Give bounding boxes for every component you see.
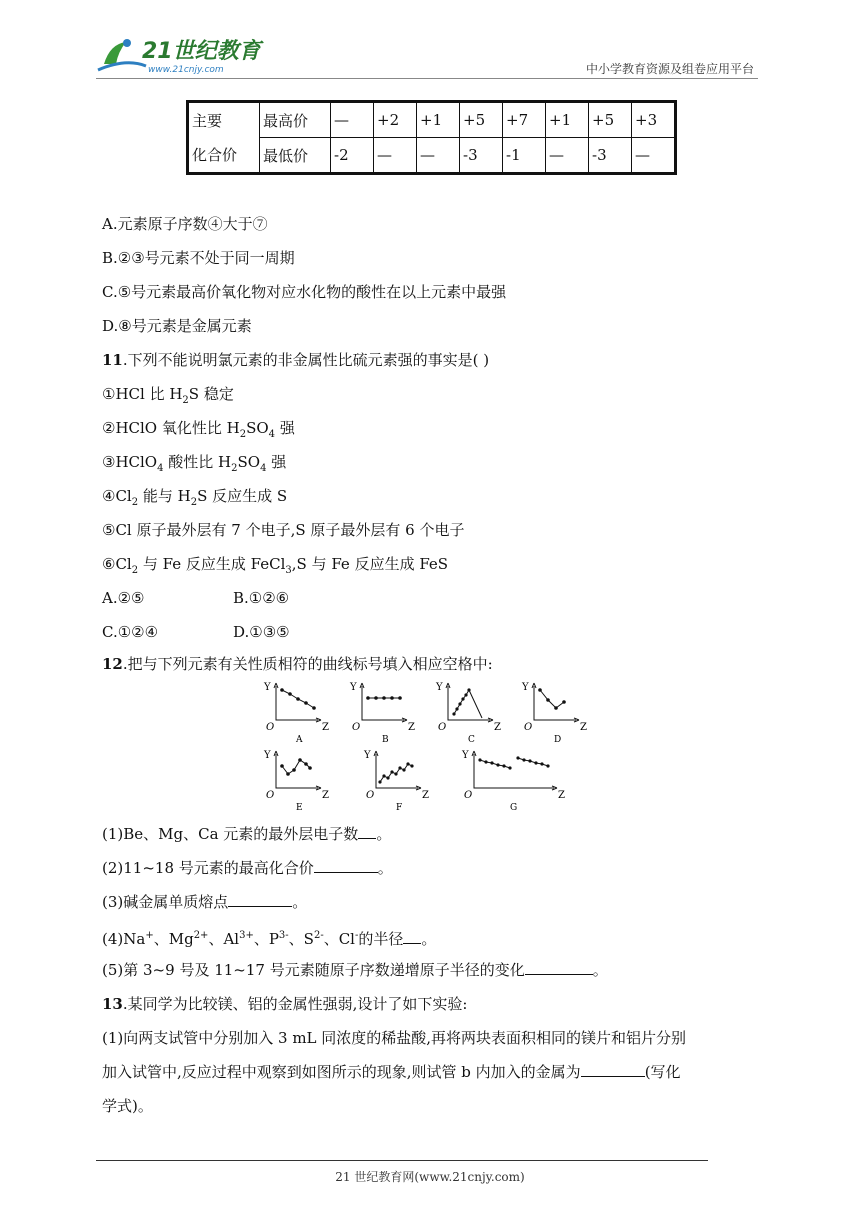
part-text: 、Mg: [153, 930, 194, 948]
row-label: 主要: [188, 102, 260, 138]
graph-f: [363, 750, 429, 810]
graph-label: A: [296, 735, 303, 745]
subscript: 4: [260, 463, 267, 474]
item-text: SO: [237, 453, 261, 471]
item-text: 能与 H: [138, 487, 191, 505]
table-cell: —: [632, 138, 676, 174]
question-number: 12: [102, 655, 123, 673]
answer-blank[interactable]: [314, 858, 378, 873]
option-c: C.⑤号元素最高价氧化物对应水化物的酸性在以上元素中最强: [102, 283, 507, 301]
origin-label: O: [438, 722, 447, 733]
superscript: 2-: [313, 930, 324, 941]
axis-x-label: Z: [322, 790, 329, 801]
part-text: 、Al: [208, 930, 240, 948]
item-text: 与 Fe 反应生成 FeCl: [138, 555, 286, 573]
row-label: 最高价: [260, 102, 331, 138]
platform-name: 中小学教育资源及组卷应用平台: [585, 62, 754, 76]
q11-item-2: [102, 418, 295, 445]
option-b: B.②③号元素不处于同一周期: [102, 249, 295, 267]
graph-d: [521, 682, 587, 745]
q13-line-2: [102, 1062, 681, 1082]
part-text: 、Cl: [323, 930, 355, 948]
graph-c: [435, 682, 501, 745]
axis-y-label: Y: [350, 682, 357, 693]
table-cell: +1: [546, 102, 589, 138]
row-label: 化合价: [188, 138, 260, 174]
part-end: 。: [592, 961, 608, 979]
table-cell: —: [546, 138, 589, 174]
q13-line-1: (1)向两支试管中分别加入 3 mL 同浓度的稀盐酸,再将两块表面积相同的镁片和铝片分别: [102, 1029, 687, 1047]
item-text: ②HClO 氧化性比 H: [102, 419, 240, 437]
part-text: 、P: [253, 930, 279, 948]
part-end: 。: [376, 825, 392, 843]
item-text: ①HCl 比 H: [102, 385, 183, 403]
answer-blank[interactable]: [403, 929, 421, 944]
axis-y-label: Y: [436, 682, 443, 693]
q11-options-row-1: [102, 588, 289, 608]
answer-blank[interactable]: [228, 892, 292, 907]
axis-x-label: Z: [580, 722, 587, 733]
table-cell: -1: [503, 138, 546, 174]
q12-part-2: [102, 858, 393, 878]
svg-text:21世纪教育: 21世纪教育: [142, 39, 261, 64]
q13-line-3: 学式)。: [102, 1097, 153, 1115]
part-text: (2)11~18 号元素的最高化合价: [102, 859, 314, 877]
part-text: (5)第 3~9 号及 11~17 号元素随原子序数递增原子半径的变化: [102, 961, 525, 979]
graph-g: [461, 750, 565, 810]
row-label: 最低价: [260, 138, 331, 174]
table-cell: -2: [331, 138, 374, 174]
table-cell: +3: [632, 102, 676, 138]
question-12-stem: [102, 654, 493, 674]
origin-label: O: [524, 722, 533, 733]
q11-item-3: [102, 452, 286, 479]
item-text: S 稳定: [188, 385, 234, 403]
axis-x-label: Z: [322, 722, 329, 733]
table-row: [188, 102, 676, 138]
superscript: -: [354, 930, 359, 941]
item-text: S 反应生成 S: [197, 487, 288, 505]
q12-part-3: [102, 892, 307, 912]
question-13-stem: [102, 994, 467, 1014]
answer-blank[interactable]: [358, 824, 376, 839]
curve-graphs: [260, 678, 600, 810]
graph-label: E: [296, 803, 303, 810]
footer-divider: [96, 1160, 708, 1161]
axis-y-label: Y: [462, 750, 469, 761]
superscript: 2+: [193, 930, 209, 941]
origin-label: O: [266, 722, 275, 733]
part-text: 、S: [288, 930, 314, 948]
part-text: (3)碱金属单质熔点: [102, 893, 229, 911]
table-cell: +5: [589, 102, 632, 138]
option-d: D.⑧号元素是金属元素: [102, 317, 252, 335]
question-text: .下列不能说明氯元素的非金属性比硫元素强的事实是( ): [122, 351, 490, 369]
question-11-stem: [102, 350, 489, 370]
axis-y-label: Y: [522, 682, 529, 693]
valence-table: [186, 100, 677, 175]
table-cell: —: [417, 138, 460, 174]
part-text: 加入试管中,反应过程中观察到如图所示的现象,则试管 b 内加入的金属为: [102, 1063, 581, 1081]
option-b: B.①②⑥: [233, 589, 290, 607]
svg-text:www.21cnjy.com: www.21cnjy.com: [148, 65, 224, 75]
origin-label: O: [366, 790, 375, 801]
superscript: 3-: [278, 930, 289, 941]
graph-label: C: [468, 735, 475, 745]
table-row: [188, 138, 676, 174]
table-cell: +5: [460, 102, 503, 138]
origin-label: O: [352, 722, 361, 733]
question-text: .某同学为比较镁、铝的金属性强弱,设计了如下实验:: [122, 995, 468, 1013]
origin-label: O: [464, 790, 473, 801]
answer-blank[interactable]: [581, 1062, 645, 1077]
q11-item-1: [102, 384, 234, 411]
q11-options-row-2: [102, 622, 290, 642]
axis-y-label: Y: [264, 750, 271, 761]
axis-y-label: Y: [364, 750, 371, 761]
superscript: 3+: [239, 930, 254, 941]
q11-item-5: ⑤Cl 原子最外层有 7 个电子,S 原子最外层有 6 个电子: [102, 521, 465, 539]
axis-x-label: Z: [494, 722, 501, 733]
item-text: 酸性比 H: [163, 453, 232, 471]
part-text: (4)Na: [102, 930, 146, 948]
subscript: 2: [231, 463, 238, 474]
graph-label: B: [382, 735, 389, 745]
option-a: A.元素原子序数④大于⑦: [102, 215, 268, 233]
logo: [96, 34, 266, 78]
subscript: 2: [239, 429, 247, 440]
subscript: 3: [285, 565, 292, 576]
graph-label: F: [396, 803, 403, 810]
graph-b: [349, 682, 415, 745]
question-number: 13: [102, 995, 123, 1013]
subscript: 2: [131, 497, 139, 508]
table-cell: —: [374, 138, 417, 174]
option-a: A.②⑤: [102, 589, 145, 607]
subscript: 4: [268, 429, 276, 440]
graph-a: [263, 682, 329, 745]
option-d: D.①③⑤: [233, 623, 290, 641]
item-text: ③HClO: [102, 453, 158, 471]
q12-part-5: [102, 960, 608, 980]
table-cell: -3: [589, 138, 632, 174]
table-cell: +1: [417, 102, 460, 138]
q11-item-4: [102, 486, 287, 513]
part-text: 的半径: [358, 930, 404, 948]
q12-part-1: [102, 824, 391, 844]
question-number: 11: [102, 351, 123, 369]
graph-e: [263, 750, 329, 810]
table-cell: +2: [374, 102, 417, 138]
subscript: 2: [190, 497, 198, 508]
item-text: ,S 与 Fe 反应生成 FeS: [291, 555, 449, 573]
part-text: (1)Be、Mg、Ca 元素的最外层电子数: [102, 825, 359, 843]
superscript: +: [145, 930, 154, 941]
table-cell: +7: [503, 102, 546, 138]
item-text: ④Cl: [102, 487, 132, 505]
item-text: SO: [246, 419, 269, 437]
answer-blank[interactable]: [525, 960, 593, 975]
table-cell: —: [331, 102, 374, 138]
part-end: 。: [421, 930, 437, 948]
part-end: 。: [292, 893, 308, 911]
footer: 21 世纪教育网(www.21cnjy.com): [335, 1170, 525, 1184]
subscript: 4: [157, 463, 164, 474]
axis-x-label: Z: [558, 790, 565, 801]
part-end: 。: [377, 859, 393, 877]
q11-item-6: [102, 554, 448, 581]
graph-label: D: [554, 735, 562, 745]
graph-label: G: [510, 803, 518, 810]
table-cell: -3: [460, 138, 503, 174]
item-text: 强: [266, 453, 287, 471]
question-text: .把与下列元素有关性质相符的曲线标号填入相应空格中:: [122, 655, 493, 673]
axis-x-label: Z: [422, 790, 429, 801]
axis-x-label: Z: [408, 722, 415, 733]
subscript: 2: [182, 395, 189, 406]
header-divider: [96, 78, 758, 79]
axis-y-label: Y: [264, 682, 271, 693]
item-text: 强: [275, 419, 295, 437]
page-header: [0, 0, 860, 82]
item-text: ⑥Cl: [102, 555, 132, 573]
subscript: 2: [131, 565, 139, 576]
origin-label: O: [266, 790, 275, 801]
q12-part-4: [102, 926, 436, 949]
part-text: (写化: [644, 1063, 681, 1081]
option-c: C.①②④: [102, 623, 159, 641]
